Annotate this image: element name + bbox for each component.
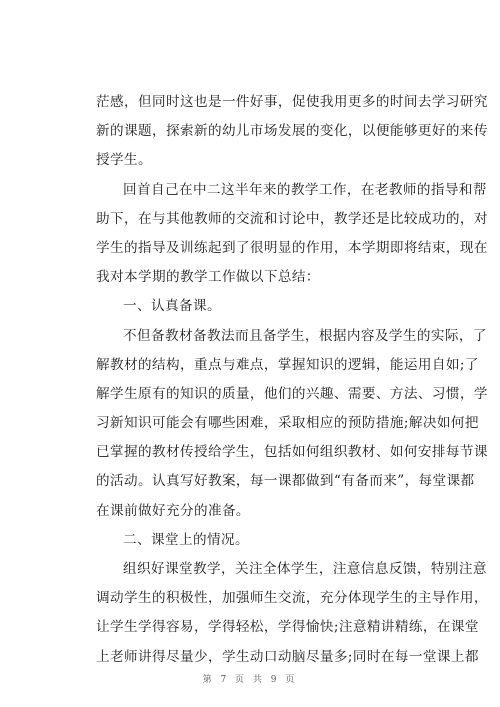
paragraph-line: 新的课题，探索新的幼儿市场发展的变化，以便能够更好的来传 bbox=[96, 123, 488, 140]
paragraph-line: 不但备教材备教法而且备学生，根据内容及学生的实际，了 bbox=[123, 327, 487, 344]
paragraph-line: 调动学生的积极性，加强师生交流，充分体现学生的主导作用， bbox=[96, 590, 488, 607]
paragraph-line: 的活动。认真写好教案，每一课都做到“有备而来”，每堂课都 bbox=[96, 473, 475, 490]
document-body bbox=[96, 88, 488, 672]
paragraph-line: 茫感，但同时这也是一件好事，促使我用更多的时间去学习研究 bbox=[96, 94, 488, 110]
paragraph-line: 习新知识可能会有哪些困难，采取相应的预防措施;解决如何把 bbox=[96, 415, 479, 432]
paragraph-line: 我对本学期的教学工作做以下总结： bbox=[96, 269, 320, 286]
section-heading: 二、课堂上的情况。 bbox=[123, 531, 249, 548]
paragraph-line: 解教材的结构，重点与难点，掌握知识的逻辑，能运用自如;了 bbox=[96, 356, 479, 373]
paragraph-line: 组织好课堂教学，关注全体学生，注意信息反馈，特别注意 bbox=[123, 561, 487, 577]
paragraph-line: 上老师讲得尽量少，学生动口动脑尽量多;同时在每一堂课上都 bbox=[96, 648, 479, 665]
paragraph-line: 解学生原有的知识的质量，他们的兴趣、需要、方法、习惯，学 bbox=[96, 385, 488, 402]
paragraph-line: 在课前做好充分的准备。 bbox=[96, 502, 250, 519]
page-number-footer: 第 7 页 共 9 页 bbox=[202, 675, 298, 685]
paragraph-line: 授学生。 bbox=[96, 152, 152, 169]
paragraph-line: 已掌握的教材传授给学生，包括如何组织教材、如何安排每节课 bbox=[96, 444, 488, 461]
paragraph-line: 让学生学得容易，学得轻松，学得愉快;注意精讲精练，在课堂 bbox=[96, 619, 479, 636]
paragraph-line: 学生的指导及训练起到了很明显的作用，本学期即将结束，现在 bbox=[96, 239, 488, 256]
paragraph-line: 回首自己在中二这半年来的教学工作，在老教师的指导和帮 bbox=[123, 181, 487, 198]
paragraph-line: 助下，在与其他教师的交流和讨论中，教学还是比较成功的，对 bbox=[96, 210, 488, 227]
section-heading: 一、认真备课。 bbox=[123, 298, 221, 315]
